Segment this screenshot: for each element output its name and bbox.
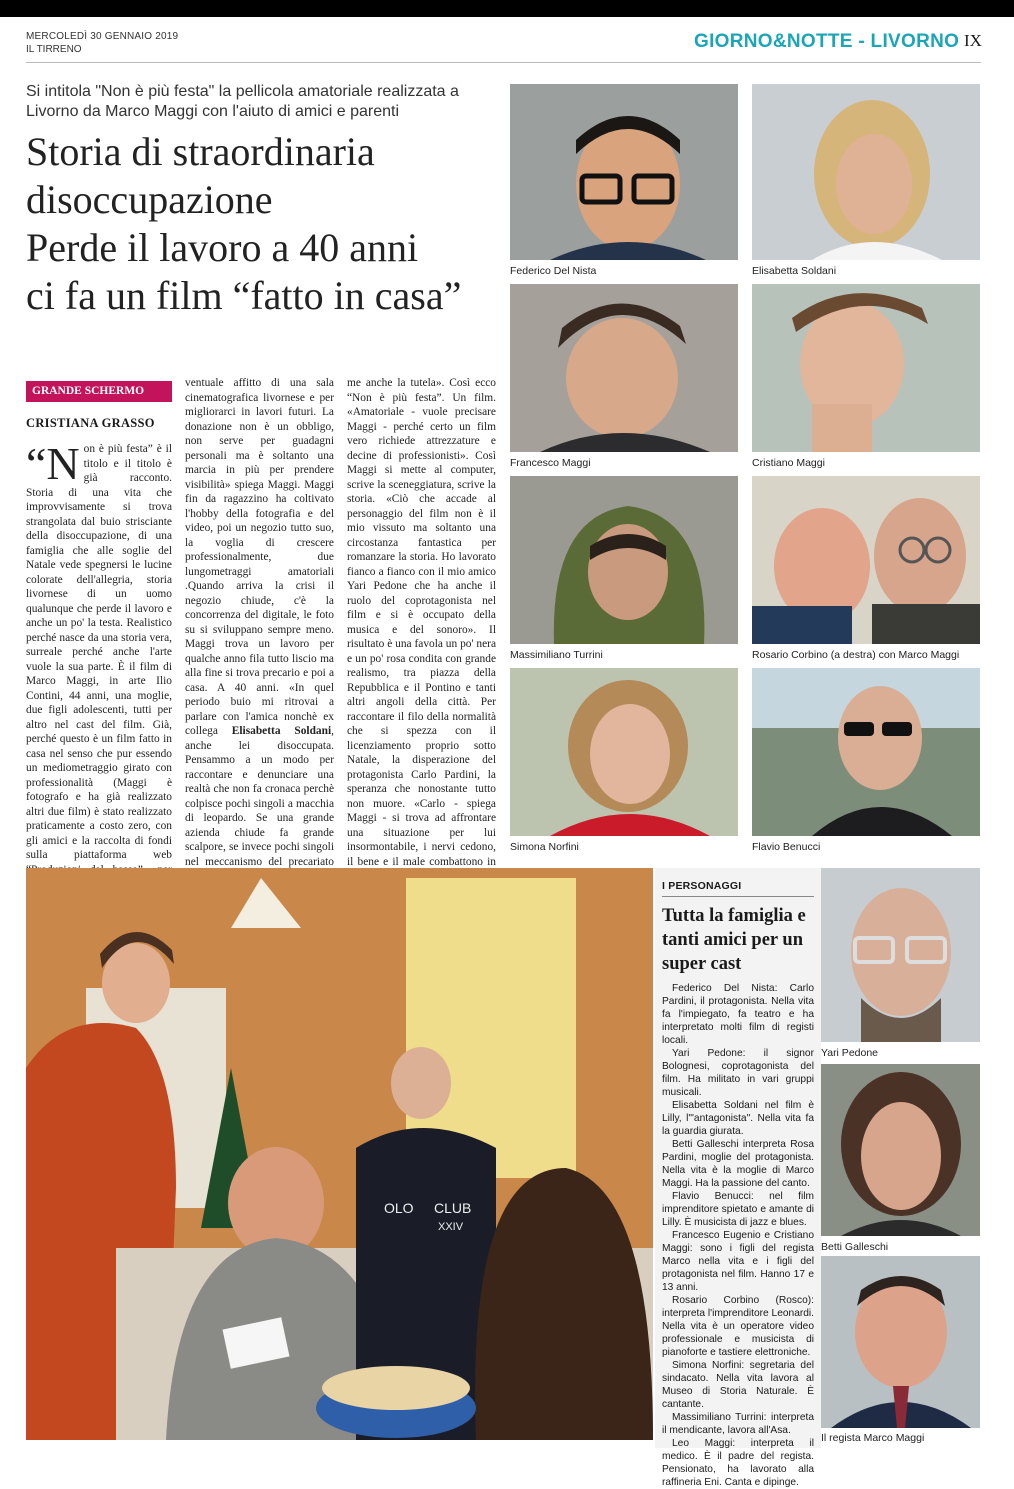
headline-line: disoccupazione — [26, 177, 273, 222]
photo-massimiliano-turrini — [510, 476, 738, 644]
photo-caption: Elisabetta Soldani — [752, 265, 837, 277]
photo-caption: Il regista Marco Maggi — [821, 1432, 925, 1444]
headline-line: ci fa un film “fatto in casa” — [26, 273, 462, 318]
cast-entry: Federico Del Nista: Carlo Pardini, il protagonista. Nella vita fa l'impiegato, fa teatro e ha interpretato molti film di registi locali. — [662, 983, 814, 1046]
cast-entry: Massimiliano Turrini: interpreta il mendicante, lavora all'Asa. — [662, 1412, 814, 1436]
sweater-print: XXIV — [438, 1221, 464, 1233]
cast-entry: Rosario Corbino (Rosco): interpreta l'imprenditore Leonardi. Nella vita è un operatore video professionale e musicista di pianoforte e tastiere elettroniche. — [662, 1295, 815, 1358]
photo-simona-norfini — [510, 668, 738, 836]
rubric-label: GRANDE SCHERMO — [26, 381, 172, 402]
photo-yari-pedone — [821, 868, 980, 1042]
photo-betti-galleschi — [821, 1064, 980, 1236]
cast-box-divider — [662, 896, 814, 897]
column-text: ventuale affitto di una sala cinematografica livornese e per migliorarci in lavori futuri. La donazione non è un obbligo, non serve per guadagni personali ma è soltanto una marcia in più per prendere visibilità» spiega Maggi. Maggi fin da ragazzino ha coltivato l'hobby della fotografia e del video, poi un negozio tutto suo, la voglia di crescere professionalmente, due lungometraggi amatoriali .Quando arriva la crisi il negozio chiude, c'è la concorrenza del digitale, le foto su si sviluppano sempre meno. Maggi trova un lavoro per qualche anno fila tutto liscio ma alla fine si trova precario e poi a casa. A 40 anni. «In quel periodo buio mi ritrovai a parlare con l'amica nonchè ex collega — [185, 377, 334, 737]
cast-entry: Betti Galleschi interpreta Rosa Pardini, moglie del protagonista. Nella vita è la moglie di Marco Maggi. Ha la passione del canto. — [662, 1139, 814, 1189]
photo-caption: Massimiliano Turrini — [510, 649, 603, 661]
cast-box-text — [662, 982, 814, 1489]
photo-caption: Betti Galleschi — [821, 1241, 889, 1253]
header-divider — [26, 62, 981, 63]
top-black-bar — [0, 0, 1014, 17]
issue-date: MERCOLEDÌ 30 GENNAIO 2019 — [26, 31, 179, 42]
photo-caption: Francesco Maggi — [510, 457, 591, 469]
sweater-print: CLUB — [434, 1200, 472, 1216]
main-family-photo — [26, 868, 653, 1440]
cast-entry: Flavio Benucci: nel film imprenditore spietato e amante di Lilly. È musicista di jazz e blues. — [662, 1191, 814, 1228]
cast-box-label: I PERSONAGGI — [662, 880, 742, 892]
headline-line: Storia di straordinaria — [26, 129, 375, 174]
photo-caption: Federico Del Nista — [510, 265, 597, 277]
photo-rosario-corbino-marco-maggi — [752, 476, 980, 644]
column-text: on è più festa” è il titolo e il titolo è già racconto. Storia di una vita che improvvisamente si trova strangolata dal buio strisciante della disoccupazione, di una famiglia che alle soglie del Natale vede spegnersi le lucine colorate dell'allegria, storia livornese di un uomo qualunque che perde il lavoro e anche un po' la testa. Realistico perché nasce da una storia vera, surreale perché anche l'arte vuole la sua parte. È il film di Marco Maggi, in arte Ilio Contini, 44 anni, una moglie, due figli adolescenti, tutti per altro nel cast del film. Già, perché questo è un film fatto in casa nel senso che pur essendo un mediometraggio girato con professionalità (Maggi è fotografo e ha già realizzato altri due film) è stato realizzato praticamente a costo zero, con gli amici e la raccolta di fondi sulla piattaforma web — [26, 443, 172, 861]
cast-entry: Leo Maggi: interpreta il medico. È il padre del regista. Pensionato, ha lavorato alla raffineria Eni. Canta e dipinge. — [662, 1438, 814, 1488]
article-column-1 — [26, 438, 172, 921]
photo-francesco-maggi — [510, 284, 738, 452]
photo-elisabetta-soldani — [752, 84, 980, 260]
headline-line: Perde il lavoro a 40 anni — [26, 225, 419, 270]
page-number: IX — [964, 31, 982, 50]
cast-entry: Elisabetta Soldani nel film è Lilly, l'"antagonista". Nella vita fa la guardia giurata. — [662, 1100, 814, 1137]
bold-name: Elisabetta Soldani — [231, 725, 332, 737]
cast-entry: Francesco Eugenio e Cristiano Maggi: sono i figli del regista Marco nella vita e i figli del protagonista nel film. Hanno 17 e 13 anni. — [662, 1230, 814, 1293]
newspaper-name: IL TIRRENO — [26, 44, 82, 55]
photo-caption: Cristiano Maggi — [752, 457, 825, 469]
cast-entry: Simona Norfini: segretaria del sindacato. Nella vita lavora al Museo di Storia Naturale. È cantante. — [662, 1360, 814, 1410]
drop-cap: “N — [26, 438, 80, 489]
photo-caption: Simona Norfini — [510, 841, 579, 853]
photo-caption: Flavio Benucci — [752, 841, 821, 853]
article-kicker: Si intitola "Non è più festa" la pellicola amatoriale realizzata a Livorno da Marco Maggi con l'aiuto di amici e parenti — [26, 83, 459, 120]
photo-marco-maggi — [821, 1256, 980, 1428]
photo-cristiano-maggi — [752, 284, 980, 452]
photo-flavio-benucci — [752, 668, 980, 836]
author-byline: CRISTIANA GRASSO — [26, 416, 155, 430]
photo-caption: Yari Pedone — [821, 1047, 879, 1059]
article-headline — [26, 128, 506, 320]
cast-entry: Yari Pedone: il signor Bolognesi, coprotagonista del film. Ha militato in vari gruppi musicali. — [662, 1048, 814, 1098]
article-column-2 — [185, 376, 334, 927]
sweater-print: OLO — [384, 1200, 414, 1216]
photo-federico-del-nista — [510, 84, 738, 260]
column-text: , anche lei disoccupata. Pensammo a un modo per raccontare e denunciare una realtà che non fa cronaca perchè colpisce pochi singoli a macchia di leopardo. Se una grande azienda chiude fa grande scalpore, se invece pochi singoli nel meccanismo del precariato — [185, 725, 334, 868]
section-title: GIORNO&NOTTE - LIVORNO — [694, 31, 960, 52]
article-column-3: me anche la tutela». Così ecco “Non è più festa”. Un film. «Amatoriale - vuole precisare Maggi - perché certo un film vero richiede attrezzature e decine di professionisti». Così Maggi si mette al computer, scrive la sceneggiatura, scrive la storia. «Ciò che accade al personaggio del film non è il mio vissuto ma soltanto una circostanza fantastica per romanzare la storia. Ho lavorato fianco a fianco con il mio amico Yari Pedone che ha anche il ruolo del coprotagonista nel film e si è occupato della musica e del sonoro». Il risultato è una favola un po' nera e un po' rosa condita con grande realismo, tra piazza della Repubblica e il Pontino e tanti altri angoli della città. Per raccontare il filo della normalità che si spezza con il licenziamento proprio sotto Natale, la disperazione del protagonista Carlo Pardini, la speranza che nonostante tutto non muore. «Carlo - spiega Maggi - si trova ad affrontare una situazione per lui insormontabile, i nervi cedono, il bene e il male combattono in — [347, 377, 496, 868]
cast-box-title: Tutta la famiglia e tanti amici per un super cast — [662, 906, 806, 974]
photo-caption: Rosario Corbino (a destra) con Marco Maggi — [752, 649, 960, 661]
